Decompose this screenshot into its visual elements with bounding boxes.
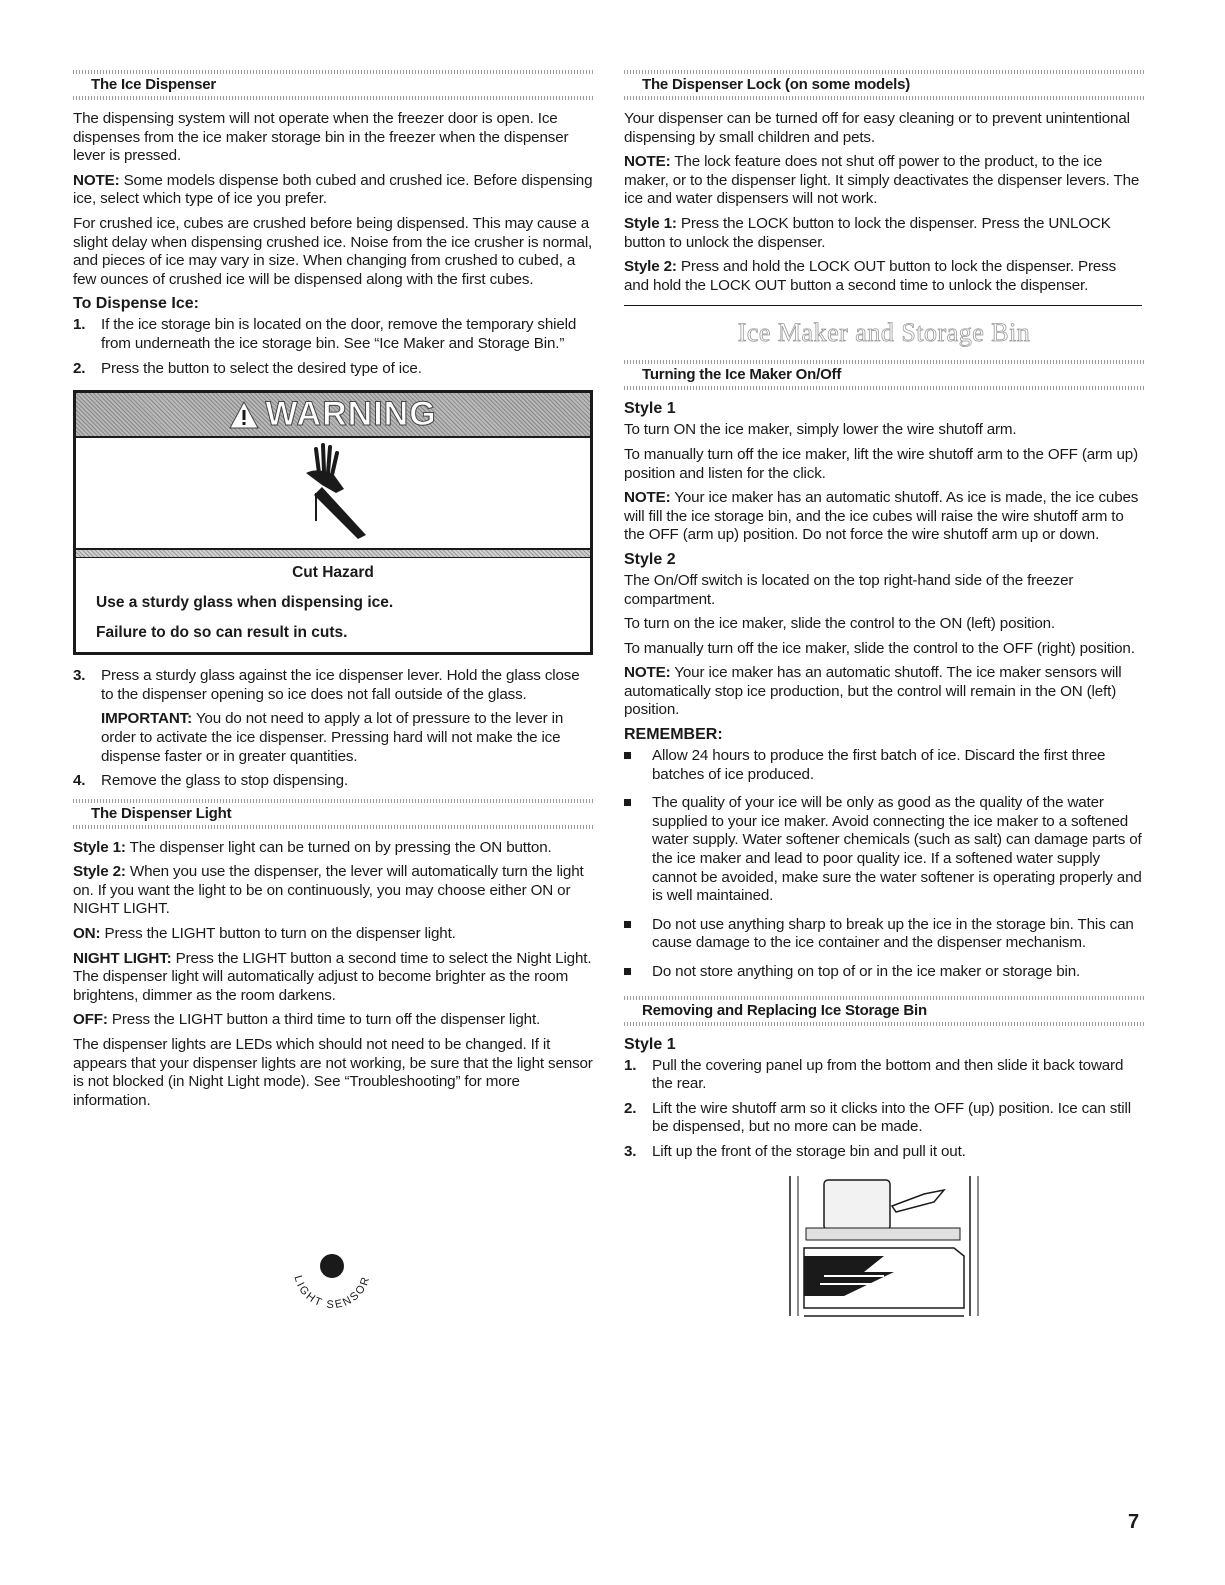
step-item	[73, 316, 593, 353]
step-item	[624, 1057, 1144, 1094]
style2-paragraph	[624, 258, 1144, 295]
hazard-title: Cut Hazard	[292, 564, 374, 582]
paragraph: The On/Off switch is located on the top right-hand side of the freezer compartment.	[624, 571, 1074, 608]
bullet-item	[624, 916, 1144, 953]
paragraph: For crushed ice, cubes are crushed before being dispensed. This may cause a slight delay when dispensing crushed ice. Noise from the ice crusher is normal, and pieces of ice may vary in size. When changing from crushed to cubed, a few ounces of crushed ice will be dispensed along with the first cubes.	[73, 214, 593, 288]
step-text: Pull the covering panel up from the bottom and then slide it back toward the rear.	[652, 1056, 1124, 1093]
style-heading: Style 2	[624, 550, 676, 568]
section-title: Turning the Ice Maker On/Off	[642, 366, 842, 384]
cut-hazard-icon	[288, 443, 378, 543]
warning-box	[73, 390, 593, 655]
bullet-text: Do not use anything sharp to break up the ice in the storage bin. This can cause damage to the ice container and the dispenser mechanism.	[652, 915, 1134, 952]
step-number: 1.	[624, 1056, 637, 1074]
section-header-ice-dispenser	[73, 70, 593, 100]
style2-paragraph	[73, 863, 593, 919]
bullet-text: Allow 24 hours to produce the first batch of ice. Discard the first three batches of ice produced.	[652, 747, 1106, 783]
step-text: Remove the glass to stop dispensing.	[101, 772, 349, 790]
mode-text: Press the LIGHT button to turn on the dispenser light.	[100, 925, 456, 943]
important-label: IMPORTANT:	[101, 710, 193, 728]
style1-paragraph	[73, 839, 593, 858]
step-number: 3.	[624, 1142, 637, 1160]
step-item	[73, 772, 593, 791]
bullet-icon	[624, 963, 652, 982]
step-item	[73, 667, 593, 704]
bullet-icon	[624, 747, 652, 784]
style-text: When you use the dispenser, the lever will automatically turn the light on. If you want the light to be on continuously, you may choose either ON or NIGHT LIGHT.	[73, 863, 584, 918]
style-label: Style 2:	[624, 258, 677, 276]
section-header-turning-on-off	[624, 360, 1144, 390]
paragraph: Your dispenser can be turned off for easy cleaning or to prevent unintentional dispensing by small children and pets.	[624, 110, 1130, 146]
important-text: You do not need to apply a lot of pressure to the lever in order to activate the ice dispenser. Pressing hard will not make the ice dispense faster or in greater quantities.	[101, 710, 564, 765]
bullet-item	[624, 963, 1144, 982]
svg-text:LIGHT SENSOR	[291, 1274, 372, 1311]
on-paragraph	[73, 925, 593, 944]
step-text: Lift the wire shutoff arm so it clicks into the OFF (up) position. Ice can still be dispensed, but no more can be made.	[652, 1099, 1131, 1136]
warning-banner	[76, 393, 590, 438]
style-label: Style 2:	[73, 863, 126, 881]
night-light-paragraph	[73, 950, 593, 1006]
section-title: The Ice Dispenser	[91, 76, 216, 93]
note-label: NOTE:	[624, 664, 671, 682]
note-label: NOTE:	[624, 153, 671, 171]
ice-bin-illustration	[784, 1176, 984, 1326]
style-text: Press the LOCK button to lock the dispenser. Press the UNLOCK button to unlock the dispenser.	[624, 214, 1111, 251]
subheading-to-dispense-ice: To Dispense Ice:	[73, 295, 199, 313]
off-paragraph	[73, 1011, 593, 1030]
note-paragraph	[624, 489, 1144, 545]
right-column	[624, 70, 1144, 1326]
paragraph: The dispensing system will not operate when the freezer door is open. Ice dispenses from the ice maker storage bin in the freezer when the dispenser lever is pressed.	[73, 110, 569, 165]
section-title: The Dispenser Light	[91, 804, 232, 822]
bullet-text: The quality of your ice will be only as good as the quality of the water supplied to your ice maker. Avoid connecting the ice maker to a softened water supply. Water softener chemicals (such as salt) can damage parts of the ice maker and lead to poor quality ice. If a softened water supply cannot be avoided, make sure the water softener is operating properly and is well maintained.	[652, 794, 1142, 905]
chapter-title: Ice Maker and Storage Bin	[737, 318, 1031, 348]
section-header-dispenser-light	[73, 799, 593, 829]
paragraph: To manually turn off the ice maker, lift the wire shutoff arm to the OFF (arm up) position and listen for the click.	[624, 445, 1138, 482]
note-paragraph	[73, 172, 593, 209]
note-label: NOTE:	[73, 171, 120, 189]
light-sensor-label: LIGHT SENSOR	[291, 1274, 373, 1312]
note-text: Your ice maker has an automatic shutoff. The ice maker sensors will automatically stop ice production, but the control will remain in the ON (left) position.	[624, 664, 1122, 719]
mode-label: NIGHT LIGHT:	[73, 949, 172, 967]
mode-text: Press the LIGHT button a third time to turn off the dispenser light.	[107, 1011, 541, 1029]
section-header-removing-bin	[624, 996, 1144, 1026]
bullet-icon	[624, 794, 652, 906]
note-paragraph	[624, 153, 1144, 209]
style-text: Press and hold the LOCK OUT button to lock the dispenser. Press and hold the LOCK OUT button a second time to unlock the dispenser.	[624, 258, 1117, 294]
style1-paragraph	[624, 215, 1144, 252]
remember-heading: REMEMBER:	[624, 726, 723, 744]
paragraph: To turn on the ice maker, slide the control to the ON (left) position.	[624, 615, 1055, 633]
style-heading: Style 1	[624, 1035, 676, 1053]
warning-line: Use a sturdy glass when dispensing ice.	[96, 594, 394, 612]
section-title: The Dispenser Lock (on some models)	[642, 76, 911, 93]
paragraph: To manually turn off the ice maker, slide the control to the OFF (right) position.	[624, 639, 1135, 657]
step-number: 2.	[73, 359, 86, 377]
step-text: Lift up the front of the storage bin and pull it out.	[652, 1142, 966, 1160]
step-number: 1.	[73, 316, 86, 334]
note-text: Your ice maker has an automatic shutoff. As ice is made, the ice cubes will fill the ice storage bin, and the ice cubes will raise the wire shutoff arm to the OFF (arm up) position. Do not force the wire shutoff arm up or down.	[624, 489, 1139, 544]
style-text: The dispenser light can be turned on by pressing the ON button.	[125, 838, 552, 856]
warning-text	[76, 558, 590, 652]
bullet-icon	[624, 916, 652, 953]
style-label: Style 1:	[73, 838, 126, 856]
bullet-text: Do not store anything on top of or in the ice maker or storage bin.	[652, 963, 1081, 980]
step-text: If the ice storage bin is located on the door, remove the temporary shield from underneath the ice storage bin. See “Ice Maker and Storage Bin.”	[101, 316, 577, 352]
step-number: 3.	[73, 667, 86, 685]
page-number: 7	[1128, 1511, 1140, 1533]
important-paragraph	[73, 710, 593, 766]
section-header-dispenser-lock	[624, 70, 1144, 100]
step-item	[624, 1143, 1144, 1162]
style-label: Style 1:	[624, 214, 677, 232]
note-text: Some models dispense both cubed and crushed ice. Before dispensing ice, select which type of ice you prefer.	[73, 171, 593, 208]
mode-label: OFF:	[73, 1011, 108, 1029]
step-text: Press the button to select the desired type of ice.	[101, 359, 422, 377]
paragraph: To turn ON the ice maker, simply lower the wire shutoff arm.	[624, 421, 1017, 439]
step-number: 4.	[73, 772, 86, 790]
step-text: Press a sturdy glass against the ice dispenser lever. Hold the glass close to the dispenser opening so ice does not fall outside of the glass.	[101, 667, 580, 703]
chapter-divider	[624, 305, 1142, 306]
warning-word: WARNING	[265, 395, 437, 434]
step-number: 2.	[624, 1099, 637, 1117]
bullet-item	[624, 747, 1144, 784]
mode-text: Press the LIGHT button a second time to select the Night Light. The dispenser light will automatically adjust to become brighter as the room brightens, dimmer as the room darkens.	[73, 949, 592, 1004]
style-heading: Style 1	[624, 400, 676, 418]
step-item	[73, 360, 593, 379]
warning-line: Failure to do so can result in cuts.	[96, 624, 348, 642]
warning-pictogram-area	[76, 438, 590, 550]
bullet-item	[624, 794, 1144, 906]
section-title: Removing and Replacing Ice Storage Bin	[642, 1001, 927, 1019]
left-column	[73, 70, 593, 1116]
paragraph: The dispenser lights are LEDs which should not need to be changed. If it appears that your dispenser lights are not working, be sure that the light sensor is not blocked (in Night Light mode). See “Troubleshooting” for more information.	[73, 1036, 593, 1109]
mode-label: ON:	[73, 925, 101, 943]
note-paragraph	[624, 664, 1144, 720]
warning-triangle-icon	[229, 401, 259, 429]
note-text: The lock feature does not shut off power to the product, to the ice maker, or to the dispenser light. It simply deactivates the dispenser levers. The ice and water dispensers will not work.	[624, 153, 1140, 208]
light-sensor-icon	[282, 1248, 382, 1318]
step-item	[624, 1100, 1144, 1137]
note-label: NOTE:	[624, 489, 671, 507]
